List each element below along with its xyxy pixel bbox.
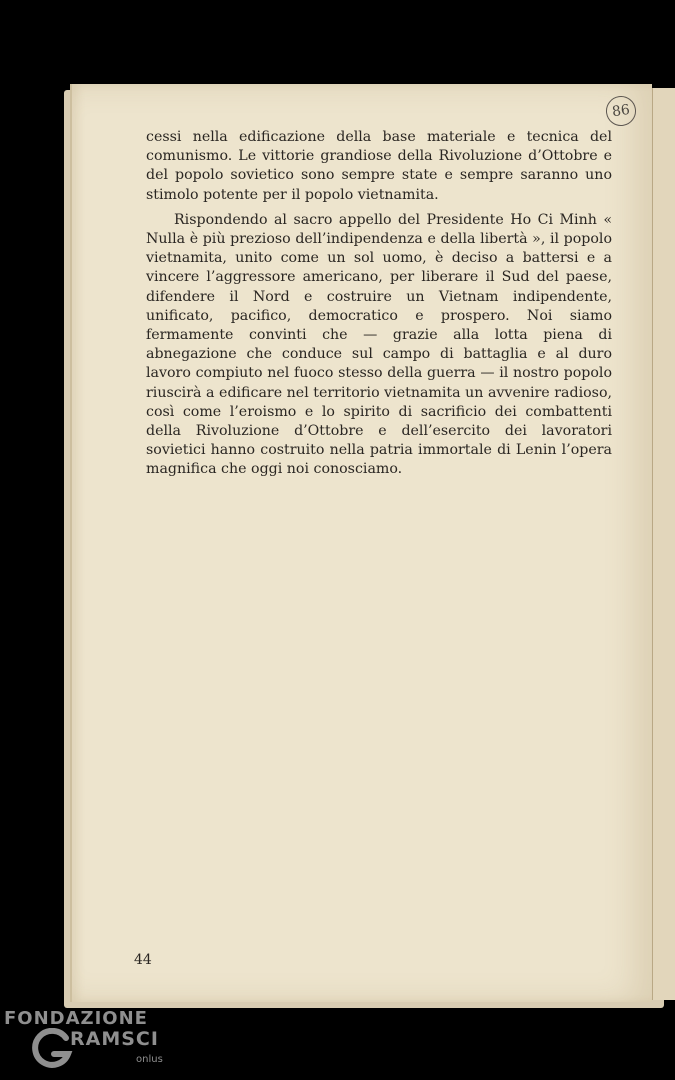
watermark-line3: onlus (136, 1054, 163, 1065)
facing-page-edge (652, 88, 675, 1000)
fondazione-gramsci-watermark (4, 1008, 174, 1080)
handwritten-folio-mark: 86 (604, 94, 638, 128)
watermark-line2: RAMSCI (70, 1028, 159, 1050)
body-text (146, 128, 612, 480)
watermark-line1: FONDAZIONE (4, 1008, 148, 1029)
paragraph-1: cessi nella edificazione della base materiale e tecnica del comunismo. Le vittorie grandiose della Rivoluzione d’Ottobre e del popolo sovietico sono sempre state e sempre saranno uno stimolo potente per il popolo vietnamita. (146, 129, 612, 203)
page-number: 44 (134, 952, 152, 968)
gramsci-g-logo-icon (30, 1028, 74, 1072)
paragraph-2: Rispondendo al sacro appello del Presidente Ho Ci Minh « Nulla è più prezioso dell’indipendenza e della libertà », il popolo vietnamita, unito come un sol uomo, è deciso a battersi e a vincere l’aggressore americano, per liberare il Sud del paese, difendere il Nord e costruire un Vietnam indipendente, unificato, pacifico, democratico e prospero. Noi siamo fermamente convinti che — grazie alla lotta piena di abnegazione che conduce sul campo di battaglia e al duro lavoro compiuto nel fuoco stesso della guerra — il nostro popolo riuscirà a edificare nel territorio vietnamita un avvenire radioso, così come l’eroismo e lo spirito di sacrificio dei combattenti della Rivoluzione d’Ottobre e dell’esercito dei lavoratori sovietici hanno costruito nella patria immortale di Lenin l’opera magnifica che oggi noi conosciamo. (146, 211, 612, 478)
